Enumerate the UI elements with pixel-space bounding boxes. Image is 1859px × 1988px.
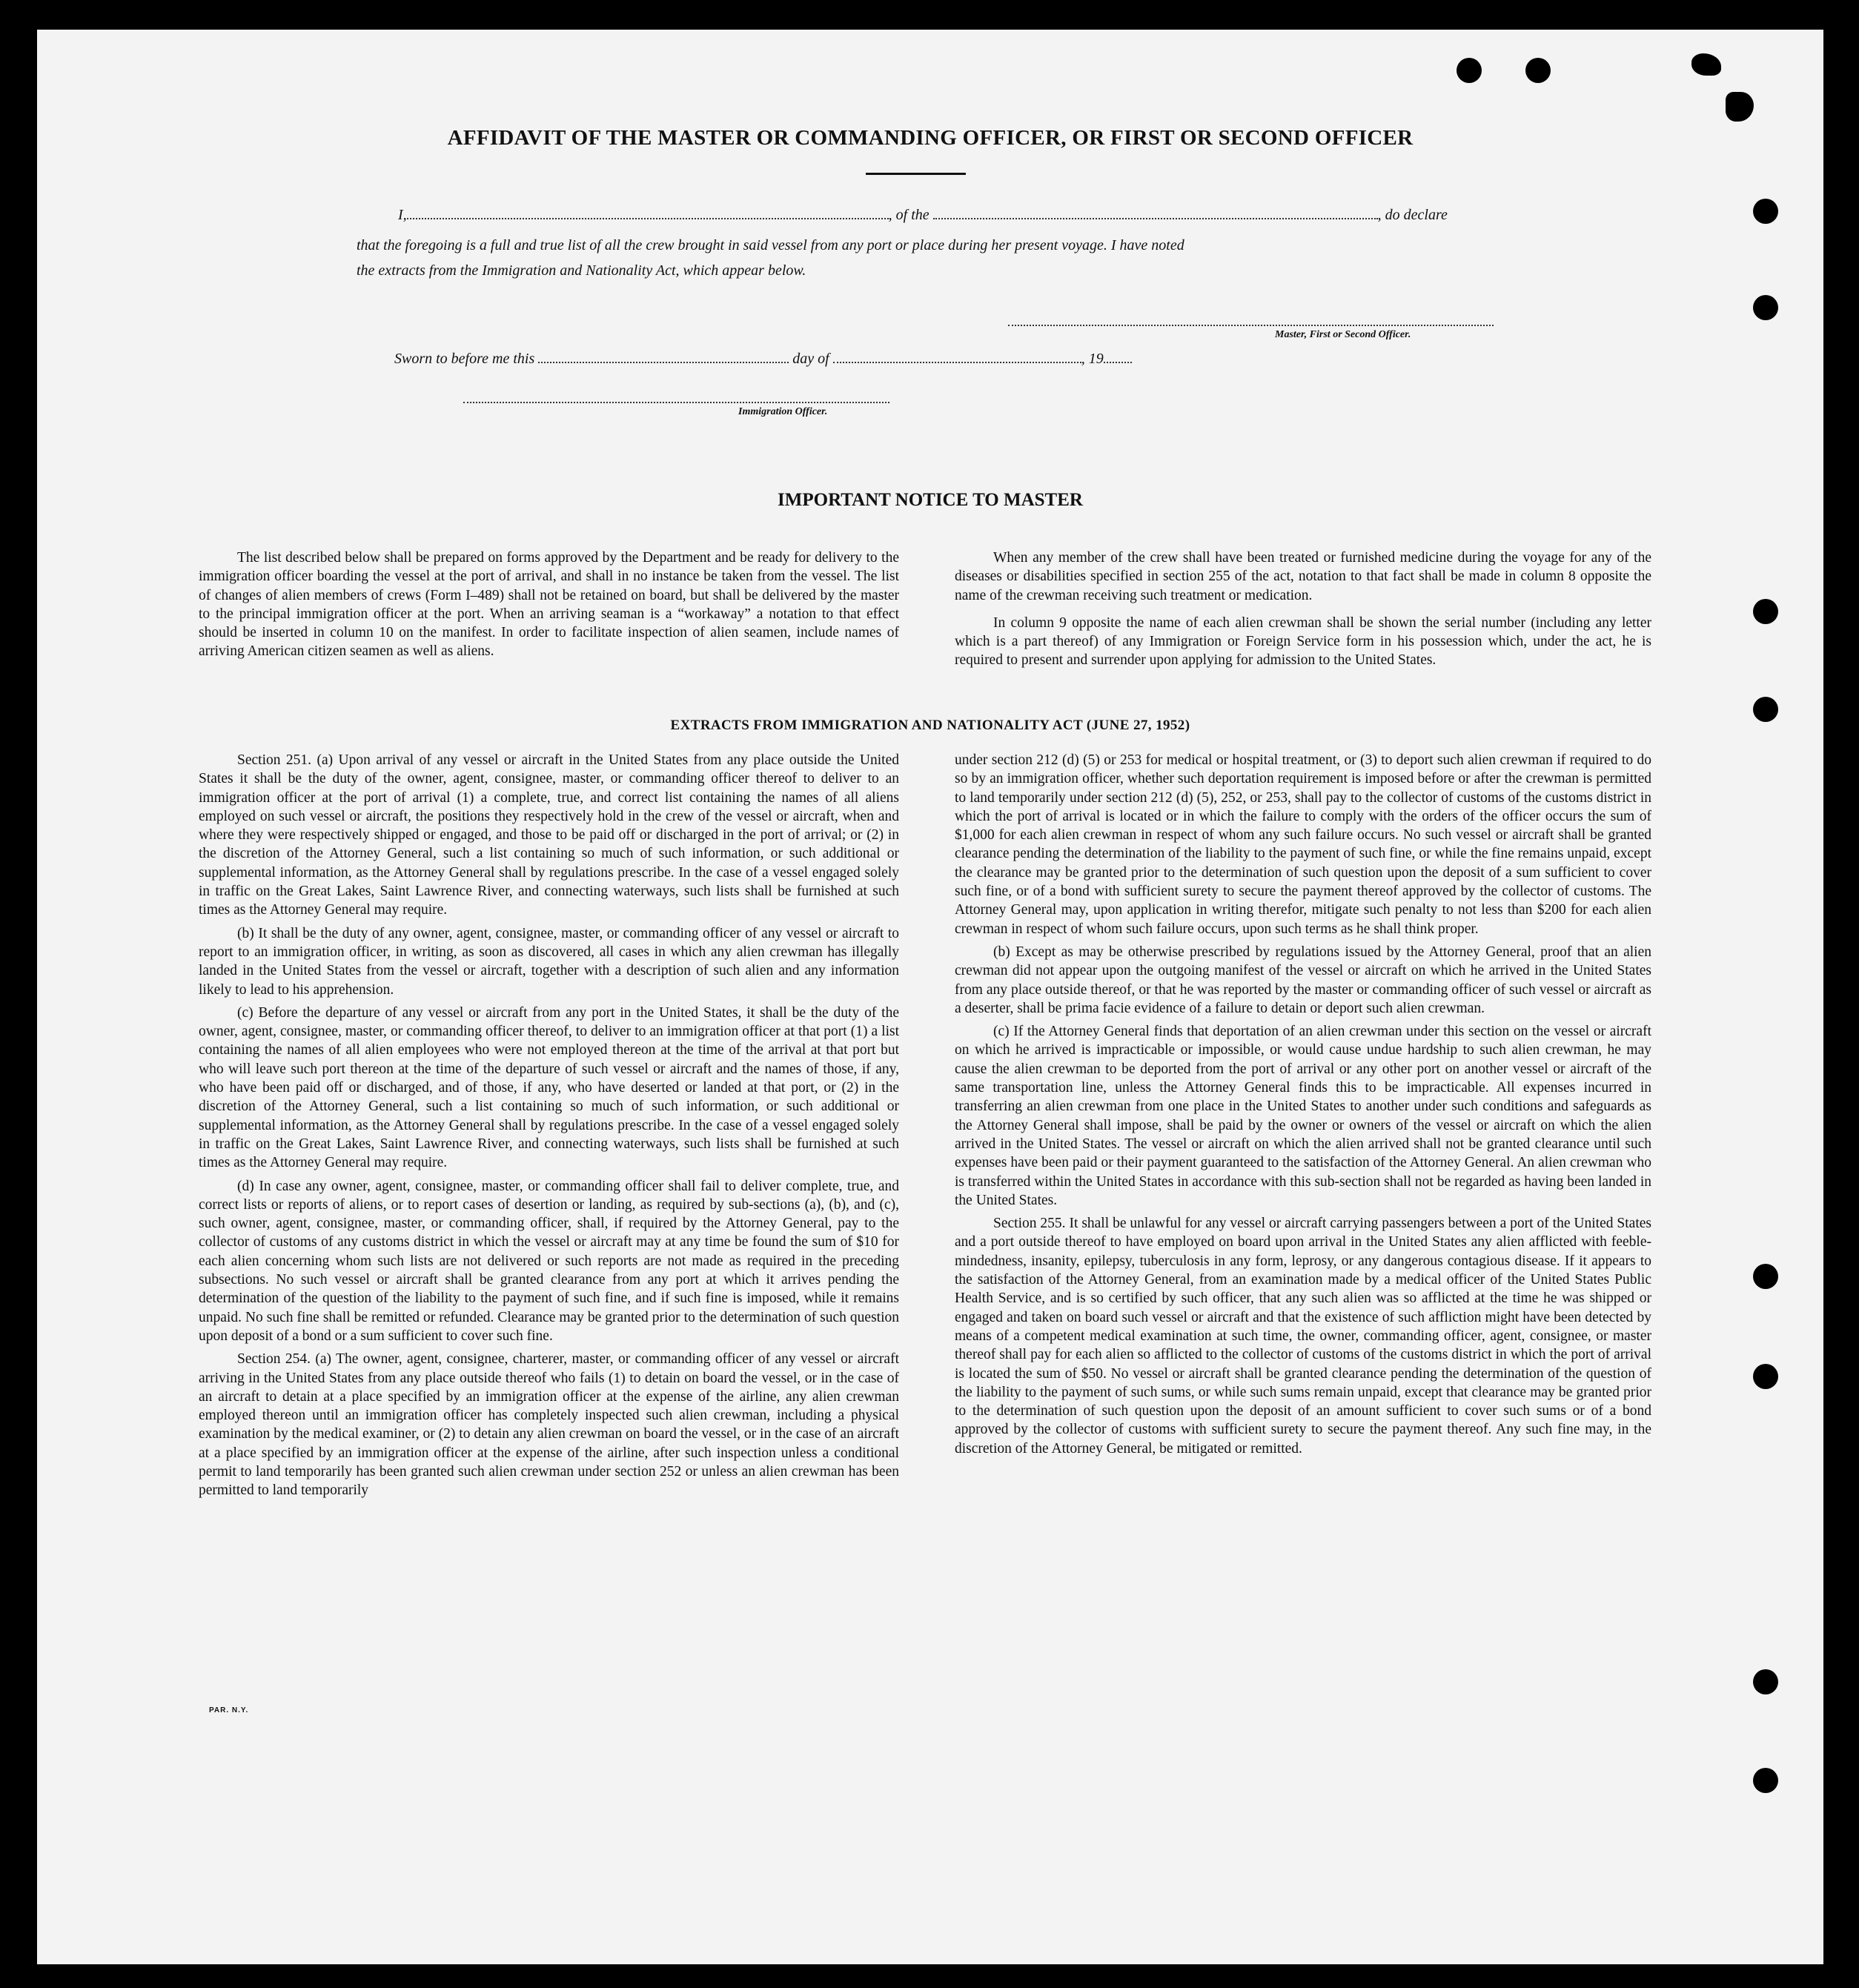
declaration-text-line: the extracts from the Immigration and Nationality Act, which appear below. [357,262,806,279]
declarant-label: I, [398,207,407,223]
sworn-month-field[interactable] [833,350,1081,363]
punch-hole [1753,1264,1778,1289]
law-paragraph: under section 212 (d) (5) or 253 for medical or hospital treatment, or (3) to deport such alien crewman if required to do so by an immigration officer, whether such deportation requirement is imposed before or after the crewman is permitted to land temporarily under section 212 (d) (5), 252, or 253, shall pay to the collector of customs of the customs district in which the port of arrival is located or in which the failure to comply with the orders of the officer occurs the sum of $1,000 for each alien crewman in respect of whom any such failure occurs. No such vessel or aircraft shall be granted clearance pending the determination of the liability to the payment of such fine, or while the fine remains unpaid, except the clearance may be granted prior to the determination of such question upon the deposit of a sum sufficient to cover such fine, or of a bond with sufficient surety to secure the payment thereof approved by the collector of customs. The Attorney General may, upon application in writing therefor, mitigate such penalty to not less than $200 for each alien crewman in respect of whom such failure occurs, upon such terms as he shall think proper. [955,752,1651,937]
sworn-day-field[interactable] [538,350,789,363]
document-page [37,30,1823,1964]
declarant-name-field[interactable] [407,206,889,219]
sworn-line [394,350,1132,368]
punch-hole [1753,199,1778,224]
extracts-heading: EXTRACTS FROM IMMIGRATION AND NATIONALITY ACT (JUNE 27, 1952) [670,718,1190,733]
law-paragraph: Section 254. (a) The owner, agent, consignee, charterer, master, or commanding officer of any vessel or aircraft arriving in the United States from any place outside thereof who fails (1) to detain on board the vessel, or in the case of an aircraft to detain at a place specified by an immigration officer at the expense of the airline, any alien crewman employed thereon until an immigration officer has completely inspected such alien crewman, including a physical examination by the medical examiner, or (2) to detain any alien crewman on board the vessel, or in the case of an aircraft at a place specified by an immigration officer at the expense of the airline, after such inspection unless a conditional permit to land temporarily has been granted such alien crewman under section 252 or unless an alien crewman has been permitted to land temporarily [199,1351,899,1499]
declaration-line [398,206,1448,224]
do-declare-label: , do declare [1377,207,1448,223]
year-label: , 19 [1081,351,1104,367]
law-paragraph: (b) Except as may be otherwise prescribed by regulations issued by the Attorney General, proof that an alien crewman did not appear upon the outgoing manifest of the vessel or aircraft on which he arrived in the United States from any place outside thereof, or that he was reported by the master or commanding officer of such vessel or aircraft as a deserter, shall be prima facie evidence of a failure to detain or deport such alien crewman. [955,944,1651,1016]
master-signature-caption: Master, First or Second Officer. [1275,329,1411,340]
vessel-name-field[interactable] [933,206,1378,219]
master-signature-line[interactable] [1008,325,1494,326]
notice-paragraph: When any member of the crew shall have been treated or furnished medicine during the voyage for any of the diseases or disabilities specified in section 255 of the act, notation to that fact shall be made in column 8 opposite the name of the crewman receiving such treatment or medication. [955,550,1651,603]
of-the-label: , of the [888,207,930,223]
law-paragraph: (c) Before the departure of any vessel or aircraft from any port in the United States, it shall be the duty of the owner, agent, consignee, master, or commanding officer thereof, to deliver to an immigration officer at that port (1) a list containing the names of all alien employees who were not employed thereon at the time of the arrival at that port but who will leave such port thereon at the time of the departure of such vessel or aircraft and the names of those, if any, who have been paid off or discharged, and of those, if any, who have deserted or landed at that port, or (2) in the discretion of the Attorney General, such a list containing so much of such information, or such additional or supplemental information, as the Attorney General shall by regulations prescribe. In the case of a vessel engaged solely in traffic on the Great Lakes, Saint Lawrence River, and connecting waterways, such lists shall be furnished at such times as the Attorney General may require. [199,1004,899,1171]
immigration-officer-caption: Immigration Officer. [738,406,828,417]
law-paragraph: (b) It shall be the duty of any owner, agent, consignee, master, or commanding officer of any vessel or aircraft to report to an immigration officer, in writing, as soon as discovered, all cases in which any alien crewman has illegally landed in the United States from the vessel or aircraft, together with a description of such alien and any information likely to lead to his apprehension. [199,925,899,998]
law-paragraph: (c) If the Attorney General finds that deportation of an alien crewman under this section on the vessel or aircraft on which he arrived is impracticable or impossible, or would cause undue hardship to such alien crewman, he may cause the alien crewman to be deported from the port of arrival or any other port on another vessel or aircraft of the same transportation line, unless the Attorney General finds this to be impracticable. All expenses incurred in transferring an alien crewman from one place in the United States to another under such conditions and safeguards as the Attorney General shall impose, shall be paid by the owner or owners of the vessel or aircraft on which the alien arrived in the United States. The vessel or aircraft on which the alien arrived shall not be granted clearance until such expenses have been paid or their payment guaranteed to the satisfaction of the Attorney General. An alien crewman who is transferred within the United States in accordance with this sub-section shall not be regarded as having been landed in the United States. [955,1024,1651,1208]
law-paragraph: (d) In case any owner, agent, consignee, master, or commanding officer shall fail to deliver complete, true, and correct lists or reports of aliens, or to report cases of desertion or landing, as required by sub-sections (a), (b), and (c), such owner, agent, consignee, master, or commanding officer, shall, if required by the Attorney General, pay to the collector of customs of any customs district in which the vessel or aircraft may at any time be found the sum of $10 for each alien concerning whom such lists are not delivered or such reports are not made as required in the preceding subsections. No such vessel or aircraft shall be granted clearance from any port at which it arrives pending the determination of the question of the liability to the payment of such fine, and if such fine is imposed, while it remains unpaid. No such fine shall be remitted or refunded. Clearance may be granted prior to the determination of such question upon deposit of a bond or a sum sufficient to cover such fine. [199,1178,899,1344]
day-of-label: day of [792,351,829,367]
notice-paragraph: In column 9 opposite the name of each alien crewman shall be shown the serial number (including any letter which is a part thereof) of any Immigration or Foreign Service form in his possession which, under the act, he is required to present and surrender upon applying for admission to the United States. [955,614,1651,669]
extracts-left-column [199,751,899,1505]
printer-code: PAR. N.Y. [209,1706,249,1714]
law-paragraph: Section 255. It shall be unlawful for any vessel or aircraft carrying passengers between a port of the United States and a port outside thereof to have employed on board upon arrival in the United States any alien afflicted with feeble-mindedness, insanity, epilepsy, tuberculosis in any form, leprosy, or any dangerous contagious disease. If it appears to the satisfaction of the Attorney General, from an examination made by a medical officer of the United States Public Health Service, and is so certified by such officer, that any such alien was so afflicted at the time he was shipped or engaged and taken on board such vessel or aircraft and that the existence of such affliction might have been detected by means of a competent medical examination at such time, the owner, commanding officer, agent, consignee, or master thereof shall pay for each alien so afflicted to the collector of customs of the customs district in which the port of arrival is located the sum of $50. No vessel or aircraft shall be granted clearance pending the determination of the question of the liability to the payment of such sums, or while such sums remain unpaid, except that clearance may be granted prior to the determination of such question upon the deposit of an amount sufficient to cover such sums or of a bond approved by the collector of customs with sufficient surety to secure the payment thereof. Any such fine may, in the discretion of the Attorney General, be mitigated or remitted. [955,1216,1651,1457]
immigration-officer-signature-line[interactable] [463,402,889,403]
punch-hole [1525,58,1551,83]
sworn-label: Sworn to before me this [394,351,535,367]
notice-left-column [199,549,899,666]
affidavit-title: AFFIDAVIT OF THE MASTER OR COMMANDING OFFICER, OR FIRST OR SECOND OFFICER [447,126,1414,150]
notice-right-column [955,549,1651,675]
title-rule [866,173,966,175]
punch-hole [1753,1364,1778,1389]
sworn-year-field[interactable] [1104,350,1132,363]
punch-hole [1753,295,1778,320]
declaration-text-line: that the foregoing is a full and true list of all the crew brought in said vessel from any port or place during her present voyage. I have noted [357,237,1184,254]
punch-hole [1753,1669,1778,1694]
punch-hole [1457,58,1482,83]
notice-paragraph: The list described below shall be prepared on forms approved by the Department and be ready for delivery to the immigration officer boarding the vessel at the port of arrival, and shall in no instance be taken from the vessel. The list of changes of alien members of crews (Form I–489) shall not be retained on board, but shall be delivered by the master to the principal immigration officer at the port. When an arriving seaman is a “workaway” a notation to that effect should be inserted in column 10 on the manifest. In order to facilitate inspection of alien seamen, include names of arriving American citizen seamen as well as aliens. [199,550,899,660]
ink-blot [1691,53,1721,76]
ink-blot [1726,92,1754,122]
law-paragraph: Section 251. (a) Upon arrival of any vessel or aircraft in the United States from any place outside the United States it shall be the duty of the owner, agent, consignee, master, or commanding officer thereof to deliver to an immigration officer at the port of arrival (1) a complete, true, and correct list containing the names of all aliens employed on such vessel or aircraft, the positions they respectively hold in the crew of the vessel or aircraft, when and where they were respectively shipped or engaged, and those to be paid off or discharged in the port of arrival; or (2) in the discretion of the Attorney General, such a list containing so much of such information, or such additional or supplemental information, as the Attorney General shall by regulations prescribe. In the case of a vessel engaged solely in traffic on the Great Lakes, Saint Lawrence River, and connecting waterways, such lists shall be furnished at such times as the Attorney General may require. [199,752,899,918]
punch-hole [1753,1768,1778,1793]
punch-hole [1753,599,1778,624]
extracts-right-column [955,751,1651,1462]
notice-heading: IMPORTANT NOTICE TO MASTER [778,490,1083,510]
